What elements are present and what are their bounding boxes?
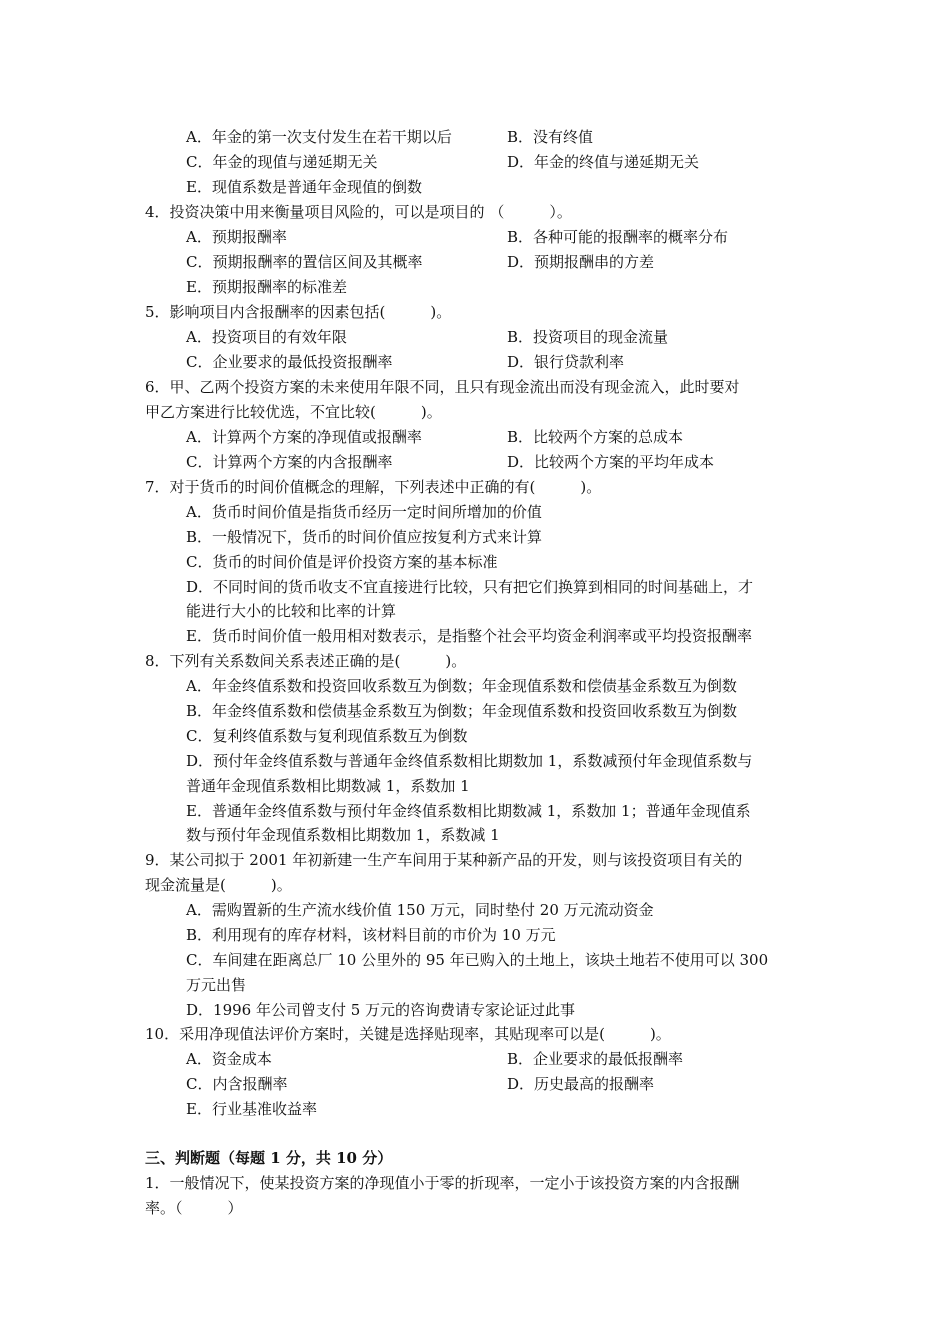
q10-option-c: C．内含报酬率 [186, 1075, 288, 1093]
q8-option-d-line-2: 普通年金现值系数相比期数减 1，系数加 1 [186, 777, 470, 795]
q6-stem-line-1: 6．甲、乙两个投资方案的未来使用年限不同，且只有现金流出而没有现金流入，此时要对 [145, 378, 740, 396]
q9-stem-line-2: 现金流量是( )。 [145, 876, 292, 894]
q4-option-a: A．预期报酬率 [186, 228, 287, 246]
q5-option-b: B．投资项目的现金流量 [507, 328, 669, 346]
q6-stem-line-2: 甲乙方案进行比较优选，不宜比较( )。 [145, 403, 442, 421]
q9-stem-line-1: 9．某公司拟于 2001 年初新建一生产车间用于某种新产品的开发，则与该投资项目有关的 [145, 851, 743, 869]
section-3-heading: 三、判断题（每题 1 分，共 10 分） [145, 1149, 393, 1167]
q7-option-e: E．货币时间价值一般用相对数表示，是指整个社会平均资金利润率或平均投资报酬率 [186, 627, 752, 645]
q4-stem: 4．投资决策中用来衡量项目风险的，可以是项目的 （ ）。 [145, 203, 572, 221]
q8-stem: 8．下列有关系数间关系表述正确的是( )。 [145, 652, 467, 670]
judge-q1-line-2: 率。（ ） [145, 1199, 243, 1217]
q8-option-a: A．年金终值系数和投资回收系数互为倒数；年金现值系数和偿债基金系数互为倒数 [186, 677, 737, 695]
q3-option-b: B．没有终值 [507, 128, 594, 146]
q6-option-d: D．比较两个方案的平均年成本 [507, 453, 715, 471]
q4-option-e: E．预期报酬率的标准差 [186, 278, 347, 296]
q7-stem: 7．对于货币的时间价值概念的理解，下列表述中正确的有( )。 [145, 478, 602, 496]
q5-option-a: A．投资项目的有效年限 [186, 328, 347, 346]
q10-option-e: E．行业基准收益率 [186, 1100, 317, 1118]
q4-option-b: B．各种可能的报酬率的概率分布 [507, 228, 729, 246]
q9-option-d: D．1996 年公司曾支付 5 万元的咨询费请专家论证过此事 [186, 1001, 576, 1019]
q8-option-b: B．年金终值系数和偿债基金系数互为倒数；年金现值系数和投资回收系数互为倒数 [186, 702, 738, 720]
q3-option-e: E．现值系数是普通年金现值的倒数 [186, 178, 422, 196]
q8-option-d-line-1: D．预付年金终值系数与普通年金终值系数相比期数加 1，系数减预付年金现值系数与 [186, 752, 753, 770]
q4-option-d: D．预期报酬串的方差 [507, 253, 655, 271]
q4-option-c: C．预期报酬率的置信区间及其概率 [186, 253, 423, 271]
q10-option-d: D．历史最高的报酬率 [507, 1075, 655, 1093]
q3-option-d: D．年金的终值与递延期无关 [507, 153, 700, 171]
q3-option-c: C．年金的现值与递延期无关 [186, 153, 378, 171]
q9-option-a: A．需购置新的生产流水线价值 150 万元，同时垫付 20 万元流动资金 [186, 901, 654, 919]
q7-option-a: A．货币时间价值是指货币经历一定时间所增加的价值 [186, 503, 542, 521]
q7-option-d-line-2: 能进行大小的比较和比率的计算 [186, 602, 397, 620]
q10-option-a: A．资金成本 [186, 1050, 272, 1068]
q3-option-a: A．年金的第一次支付发生在若干期以后 [186, 128, 452, 146]
q5-option-c: C．企业要求的最低投资报酬率 [186, 353, 393, 371]
q9-option-b: B．利用现有的库存材料，该材料目前的市价为 10 万元 [186, 926, 556, 944]
q9-option-c-line-1: C．车间建在距离总厂 10 公里外的 95 年已购入的土地上，该块土地若不使用可以 300 [186, 951, 769, 969]
q5-option-d: D．银行贷款利率 [507, 353, 625, 371]
q7-option-c: C．货币的时间价值是评价投资方案的基本标准 [186, 553, 498, 571]
q10-option-b: B．企业要求的最低报酬率 [507, 1050, 684, 1068]
judge-q1-line-1: 1．一般情况下，使某投资方案的净现值小于零的折现率，一定小于该投资方案的内含报酬 [145, 1174, 740, 1192]
q6-option-a: A．计算两个方案的净现值或报酬率 [186, 428, 422, 446]
q8-option-e-line-1: E．普通年金终值系数与预付年金终值系数相比期数减 1，系数加 1；普通年金现值系 [186, 802, 751, 820]
q7-option-d-line-1: D．不同时间的货币收支不宜直接进行比较，只有把它们换算到相同的时间基础上，才 [186, 578, 754, 596]
q8-option-c: C．复利终值系数与复利现值系数互为倒数 [186, 727, 468, 745]
q8-option-e-line-2: 数与预付年金现值系数相比期数加 1，系数减 1 [186, 826, 500, 844]
q5-stem: 5．影响项目内含报酬率的因素包括( )。 [145, 303, 452, 321]
q10-stem: 10．采用净现值法评价方案时，关键是选择贴现率，其贴现率可以是( )。 [145, 1025, 671, 1043]
q9-option-c-line-2: 万元出售 [186, 976, 247, 994]
q7-option-b: B．一般情况下，货币的时间价值应按复利方式来计算 [186, 528, 543, 546]
q6-option-b: B．比较两个方案的总成本 [507, 428, 684, 446]
q6-option-c: C．计算两个方案的内含报酬率 [186, 453, 393, 471]
